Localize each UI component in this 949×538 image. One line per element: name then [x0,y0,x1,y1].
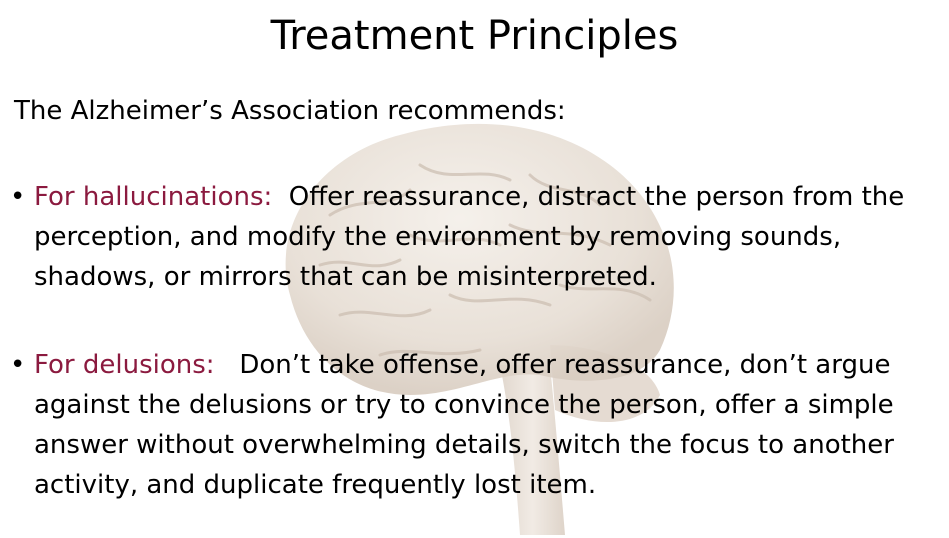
bullet-label: For delusions: [34,350,215,380]
bullet-delusions [10,345,940,505]
bullet-marker: • [10,182,26,212]
intro-text: The Alzheimer’s Association recommends: [14,96,566,126]
bullet-text: Don’t take offense, offer reassurance, don’t argue against the delusions or try to convince the person, offer a simple answer without overwhelming details, switch the focus to another activity, and duplicate frequently lost item. [34,350,894,500]
slide-title: Treatment Principles [270,13,679,59]
bullet-marker: • [10,350,26,380]
bullet-text: Offer reassurance, distract the person from the perception, and modify the environment by removing sounds, shadows, or mirrors that can be misinterpreted. [34,182,905,292]
bullet-label: For hallucinations: [34,182,273,212]
bullet-hallucinations [10,177,940,297]
